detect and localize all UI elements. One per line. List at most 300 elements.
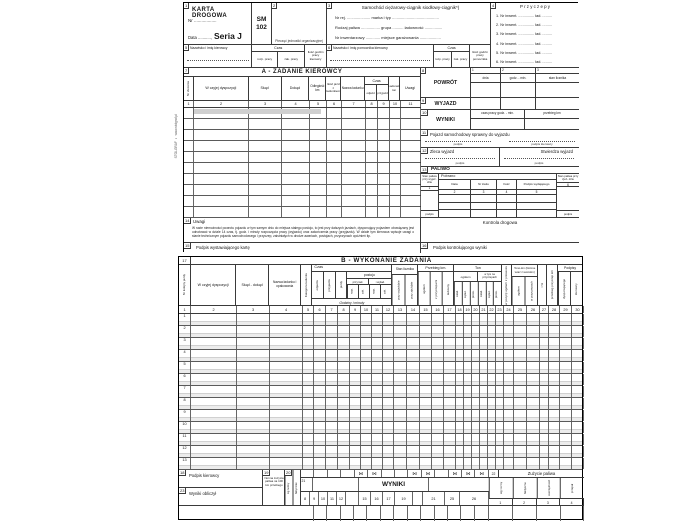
grid-cell xyxy=(338,422,350,433)
grid-cell xyxy=(472,314,480,325)
grid-cell xyxy=(383,410,394,421)
grid-cell xyxy=(314,470,327,477)
grid-cell xyxy=(444,398,456,409)
grid-cell xyxy=(390,152,401,162)
grid-cell xyxy=(549,374,560,385)
grid-cell xyxy=(540,446,549,457)
grid-cell xyxy=(480,314,488,325)
b-col24-header: w pozycji ogółem z przewozu xyxy=(504,265,509,305)
grid-cell xyxy=(496,422,504,433)
grid-cell xyxy=(390,108,401,118)
grid-cell xyxy=(407,434,420,445)
grid-cell xyxy=(191,374,237,385)
col-number: 11 xyxy=(401,101,421,107)
grid-cell xyxy=(378,141,390,151)
grid-cell xyxy=(496,398,504,409)
grid-cell xyxy=(326,446,338,457)
b-tons-col: wyład. xyxy=(486,282,494,306)
grid-cell xyxy=(326,362,338,373)
grid-cell xyxy=(342,152,366,162)
row-number xyxy=(184,108,194,118)
box-fuel-norm-cols xyxy=(285,470,301,506)
grid-cell xyxy=(456,386,464,397)
grid-cell xyxy=(366,163,378,173)
col-number: 28 xyxy=(549,306,560,313)
table-row xyxy=(179,434,582,446)
grid-cell xyxy=(496,374,504,385)
grid-cell xyxy=(350,458,361,469)
grid-cell xyxy=(527,350,540,361)
col-number: ⋈ xyxy=(355,470,368,477)
fuel-num4: 4 xyxy=(497,190,517,194)
grid-cell xyxy=(514,458,527,469)
box-number: 14 xyxy=(185,218,190,223)
fuel-usage-col: oszczędność xyxy=(537,478,561,498)
grid-cell xyxy=(572,362,584,373)
grid-cell xyxy=(504,386,514,397)
grid-cell xyxy=(456,434,464,445)
grid-cell xyxy=(342,141,366,151)
grid-cell xyxy=(572,458,584,469)
b-col1-header: Nr kolejny jazdy xyxy=(181,274,186,296)
grid-cell xyxy=(432,434,444,445)
order-right-sig-caption: podpis xyxy=(534,161,544,165)
grid-cell xyxy=(560,314,572,325)
grid-cell xyxy=(361,314,372,325)
row-number xyxy=(184,207,194,217)
grid-cell xyxy=(383,458,394,469)
grid-cell xyxy=(350,434,361,445)
grid-cell xyxy=(464,326,472,337)
grid-cell xyxy=(464,434,472,445)
grid-cell xyxy=(282,196,310,206)
grid-cell xyxy=(540,458,549,469)
nr-field: Nr .................. xyxy=(188,18,217,23)
grid-cell xyxy=(527,338,540,349)
grid-cell xyxy=(456,362,464,373)
b-tons-label: Ton xyxy=(454,265,501,272)
fuel-right-number: 6 xyxy=(557,182,579,187)
grid-cell xyxy=(350,386,361,397)
grid-cell xyxy=(383,362,394,373)
departure-cell-day xyxy=(471,98,501,109)
row-number xyxy=(184,163,194,173)
grid-cell xyxy=(394,326,407,337)
box-number: 22 xyxy=(489,470,499,477)
grid-cell xyxy=(191,422,237,433)
grid-cell xyxy=(350,338,361,349)
grid-cell xyxy=(350,326,361,337)
grid-cell xyxy=(314,506,327,521)
grid-cell xyxy=(303,458,314,469)
box-number: 9 xyxy=(422,98,425,103)
col-number: 11 xyxy=(372,306,383,313)
driver-time-label: Czas xyxy=(252,45,304,52)
grid-cell xyxy=(372,446,383,457)
col-number: 3 xyxy=(249,101,282,107)
grid-cell xyxy=(401,163,421,173)
grid-cell xyxy=(282,207,310,217)
grid-cell xyxy=(395,470,408,477)
grid-cell xyxy=(527,362,540,373)
fuel-middle xyxy=(439,174,557,217)
grid-cell xyxy=(394,362,407,373)
fuel-col-date: Data xyxy=(439,180,471,189)
grid-cell xyxy=(342,207,366,217)
grid-cell xyxy=(472,338,480,349)
grid-cell xyxy=(327,119,342,129)
grid-cell xyxy=(350,446,361,457)
col-number: 19 xyxy=(464,306,472,313)
grid-cell xyxy=(394,350,407,361)
b-signatures-label: Podpisy xyxy=(558,265,582,272)
grid-cell xyxy=(527,386,540,397)
grid-cell xyxy=(432,398,444,409)
col-number: 7 xyxy=(342,101,366,107)
col-number: 25 xyxy=(445,492,460,505)
grid-cell xyxy=(249,130,282,140)
grid-cell xyxy=(338,350,350,361)
grid-cell xyxy=(282,174,310,184)
grid-cell xyxy=(420,314,432,325)
col-number: 26 xyxy=(527,306,540,313)
col-number: 27 xyxy=(540,306,549,313)
row-number: 3 xyxy=(179,338,191,349)
a-col11-header: Uwagi xyxy=(405,86,416,91)
grid-cell xyxy=(488,350,496,361)
printer-imprint xyxy=(172,86,182,186)
b-tonkm-col: w przyczepach xyxy=(525,277,538,306)
grid-cell xyxy=(366,108,378,118)
box-trip-order xyxy=(421,148,579,167)
grid-cell xyxy=(420,374,432,385)
row-number: 6 xyxy=(179,374,191,385)
col-number: 18 xyxy=(456,306,464,313)
grid-cell xyxy=(549,386,560,397)
grid-cell xyxy=(303,446,314,457)
order-right-sig-line xyxy=(504,158,574,159)
grid-cell xyxy=(504,398,514,409)
grid-cell xyxy=(480,386,488,397)
grid-cell xyxy=(282,152,310,162)
grid-cell xyxy=(361,386,372,397)
grid-cell xyxy=(488,410,496,421)
results-distance-label: przebieg km xyxy=(525,110,579,119)
road-control-label: Kontrola drogowa xyxy=(482,219,518,225)
grid-cell xyxy=(390,163,401,173)
box-issuer-signature xyxy=(184,243,421,253)
box-number: 6 xyxy=(328,45,331,50)
grid-cell xyxy=(367,506,381,521)
grid-cell xyxy=(372,410,383,421)
grid-cell xyxy=(504,458,514,469)
grid-cell xyxy=(191,386,237,397)
grid-cell xyxy=(191,410,237,421)
grid-cell xyxy=(270,362,303,373)
b-distance-label: Przebieg km. xyxy=(418,265,453,272)
b-tons-cols xyxy=(454,282,501,306)
grid-cell xyxy=(310,119,327,129)
grid-cell xyxy=(435,470,448,477)
grid-cell xyxy=(472,434,480,445)
fuel-usage-cols xyxy=(489,478,584,499)
fuel-usage-col: wg normy xyxy=(489,478,513,498)
b-signatures-col: dysponującego xyxy=(558,272,570,306)
col-number: 4 xyxy=(282,101,310,107)
grid-cell xyxy=(303,422,314,433)
col-number: ⋈ xyxy=(449,470,462,477)
grid-cell xyxy=(560,386,572,397)
grid-cell xyxy=(549,326,560,337)
grid-cell xyxy=(572,314,584,325)
b-odometer-label: Stan licznika xyxy=(392,265,417,275)
wyniki-label: WYNIKI xyxy=(359,478,429,491)
grid-cell xyxy=(383,386,394,397)
grid-cell xyxy=(475,506,489,521)
grid-cell xyxy=(401,141,421,151)
b-czas-label: Czas xyxy=(312,265,391,272)
grid-cell xyxy=(456,446,464,457)
fuel-norm-col: wg normy xyxy=(285,470,293,506)
section-b-grid xyxy=(179,314,582,470)
checker-signature-label: Podpis kontrolującego wyniki xyxy=(433,245,487,250)
grid-cell xyxy=(456,326,464,337)
grid-cell xyxy=(270,326,303,337)
grid-cell xyxy=(488,338,496,349)
section-a-header xyxy=(184,77,421,101)
box-remarks xyxy=(184,218,421,243)
grid-cell xyxy=(549,398,560,409)
row-number xyxy=(184,130,194,140)
grid-cell xyxy=(432,350,444,361)
grid-cell xyxy=(572,410,584,421)
table-row xyxy=(179,362,582,374)
grid-cell xyxy=(194,130,249,140)
grid-cell xyxy=(432,338,444,349)
grid-cell xyxy=(527,434,540,445)
grid-cell xyxy=(488,386,496,397)
grid-cell xyxy=(560,350,572,361)
grid-cell xyxy=(350,374,361,385)
grid-cell xyxy=(194,207,249,217)
b-tons-group xyxy=(454,265,502,305)
grid-cell xyxy=(401,207,421,217)
grid-cell xyxy=(527,446,540,457)
series-label: Seria J xyxy=(214,31,242,41)
row-number: 7 xyxy=(179,386,191,397)
a-col10-header: Ładunek ton xyxy=(389,77,400,100)
grid-cell xyxy=(326,398,338,409)
grid-cell xyxy=(464,362,472,373)
box-results-a xyxy=(421,110,579,130)
grid-cell xyxy=(549,410,560,421)
grid-cell xyxy=(488,362,496,373)
grid-cell xyxy=(326,314,338,325)
grid-cell xyxy=(361,410,372,421)
table-row xyxy=(184,152,420,163)
grid-cell xyxy=(456,338,464,349)
box-number: 1 xyxy=(185,3,188,8)
col-number: 8 xyxy=(338,306,350,313)
grid-cell xyxy=(472,458,480,469)
grid-cell xyxy=(496,350,504,361)
grid-cell xyxy=(366,130,378,140)
grid-cell xyxy=(342,119,366,129)
grid-cell xyxy=(504,326,514,337)
grid-cell xyxy=(504,410,514,421)
grid-cell xyxy=(513,506,537,521)
grid-cell xyxy=(282,119,310,129)
grid-cell xyxy=(488,446,496,457)
grid-cell xyxy=(327,196,342,206)
grid-cell xyxy=(383,350,394,361)
results-worktime-label: czas pracy godz. - min. xyxy=(471,110,524,119)
grid-cell xyxy=(514,422,527,433)
grid-cell xyxy=(407,374,420,385)
box-helper xyxy=(327,45,491,68)
grid-cell xyxy=(572,338,584,349)
grid-cell xyxy=(444,338,456,349)
return-col1-number: 1 xyxy=(471,68,500,74)
table-row xyxy=(179,314,582,326)
grid-cell xyxy=(420,338,432,349)
grid-cell xyxy=(191,350,237,361)
bottom-cells-row xyxy=(301,506,584,521)
box-number: 10 xyxy=(422,110,427,115)
grid-cell xyxy=(444,386,456,397)
grid-cell xyxy=(444,458,456,469)
grid-cell xyxy=(480,398,488,409)
section-a-number-row xyxy=(184,101,421,108)
grid-cell xyxy=(464,350,472,361)
col-number: 24 xyxy=(504,306,514,313)
box-results-calculated xyxy=(179,488,263,506)
grid-cell xyxy=(496,410,504,421)
grid-cell xyxy=(420,398,432,409)
grid-cell xyxy=(432,458,444,469)
table-row xyxy=(184,174,420,185)
grid-cell xyxy=(383,422,394,433)
grid-cell xyxy=(472,362,480,373)
a-col1-header: Nr zlecenia xyxy=(185,80,190,96)
grid-cell xyxy=(480,350,488,361)
trailer-row: 2. Nr inwent. ............... ład. ......... xyxy=(496,23,552,28)
grid-cell xyxy=(496,434,504,445)
summary-number-row xyxy=(301,492,489,506)
grid-cell xyxy=(461,506,475,521)
order-right-label: Stwierdza wyjazd xyxy=(540,149,573,154)
helper-time-label: Czas xyxy=(434,45,469,52)
grid-cell xyxy=(401,185,421,195)
box-number: 20 xyxy=(286,470,291,475)
trailer-row: 5. Nr inwent. ............... ład. ......... xyxy=(496,50,552,55)
section-a-band xyxy=(184,68,421,77)
grid-cell xyxy=(464,386,472,397)
grid-cell xyxy=(444,362,456,373)
table-row xyxy=(184,163,420,174)
col-number: 17 xyxy=(383,492,395,505)
grid-cell xyxy=(372,350,383,361)
grid-cell xyxy=(504,338,514,349)
row-number: 13 xyxy=(179,458,191,469)
b-postoju-col: zak. xyxy=(380,285,391,298)
col-number: 12 xyxy=(337,492,346,505)
remarks-fine-print: W razie niemożności powrotu pojazdu w tym samym dniu do miejsca stałego postoju, to jest przy dalszych jazdach, dysponujący pojazdem obowiązany jest odnotować w dziale 14 czas, tj. godz. i minuty rozpoczęcia pracy (wyjazdu) oraz zakończenia pracy (przyjazdu). W dziale tym kierowca wpisuje uwagi o stanie technicznym pojazdu samochodowego i przyczep, zaistniałych w drodze awariach, postojach, przyczynach opóźnień itp. xyxy=(192,226,414,239)
table-row xyxy=(179,398,582,410)
sheet-section-b xyxy=(178,256,583,520)
grid-cell xyxy=(432,386,444,397)
grid-cell xyxy=(401,174,421,184)
grid-cell xyxy=(527,458,540,469)
b-tons-trailers: w tym na przyczepach xyxy=(482,272,497,279)
b-czas-sub-arrival: przyjazdu xyxy=(326,278,331,292)
grid-cell xyxy=(314,314,326,325)
fuel-left-number: 1 xyxy=(421,186,438,191)
grid-cell xyxy=(194,141,249,151)
grid-cell xyxy=(326,422,338,433)
grid-cell xyxy=(191,398,237,409)
results-calculated-label: Wyniki obliczył xyxy=(189,491,217,496)
grid-cell xyxy=(237,398,270,409)
grid-cell xyxy=(191,314,237,325)
row-number: 10 xyxy=(179,422,191,433)
grid-cell xyxy=(549,338,560,349)
vehicle-reg-line: Nr rej. ..................... marka i typ .......................................... xyxy=(335,15,439,20)
grid-cell xyxy=(191,326,237,337)
grid-cell xyxy=(303,398,314,409)
issuer-signature-label: Podpis wystawiającego kartę xyxy=(196,245,250,250)
box-number: 13 xyxy=(422,167,427,172)
grid-cell xyxy=(561,506,584,521)
col-number: 17 xyxy=(444,306,456,313)
grid-cell xyxy=(237,446,270,457)
col-number: 8 xyxy=(366,101,378,107)
shading-band xyxy=(194,109,321,114)
grid-cell xyxy=(540,338,549,349)
box-number: 16 xyxy=(422,243,427,248)
grid-cell xyxy=(191,458,237,469)
grid-cell xyxy=(270,422,303,433)
grid-cell xyxy=(407,398,420,409)
driver-name-line xyxy=(187,60,249,61)
grid-cell xyxy=(456,410,464,421)
grid-cell xyxy=(326,338,338,349)
grid-cell xyxy=(572,446,584,457)
grid-cell xyxy=(303,434,314,445)
grid-cell xyxy=(464,458,472,469)
grid-cell xyxy=(372,374,383,385)
grid-cell xyxy=(314,350,326,361)
grid-cell xyxy=(338,326,350,337)
col-number: 5 xyxy=(310,101,327,107)
grid-cell xyxy=(527,374,540,385)
table-row xyxy=(179,386,582,398)
wyniki-row xyxy=(301,478,489,492)
grid-cell xyxy=(549,458,560,469)
grid-cell xyxy=(537,506,561,521)
a-col4-header: Dokąd xyxy=(282,77,310,100)
col-number: ⋈ xyxy=(368,470,381,477)
grid-cell xyxy=(514,314,527,325)
grid-cell xyxy=(456,398,464,409)
fuel-group-label: Pobrano xyxy=(439,174,557,180)
grid-cell xyxy=(413,492,423,505)
grid-cell xyxy=(407,410,420,421)
results-a-label: WYNIKI xyxy=(421,110,471,129)
grid-cell xyxy=(394,386,407,397)
grid-cell xyxy=(372,386,383,397)
box-karta-drogowa xyxy=(184,3,252,45)
